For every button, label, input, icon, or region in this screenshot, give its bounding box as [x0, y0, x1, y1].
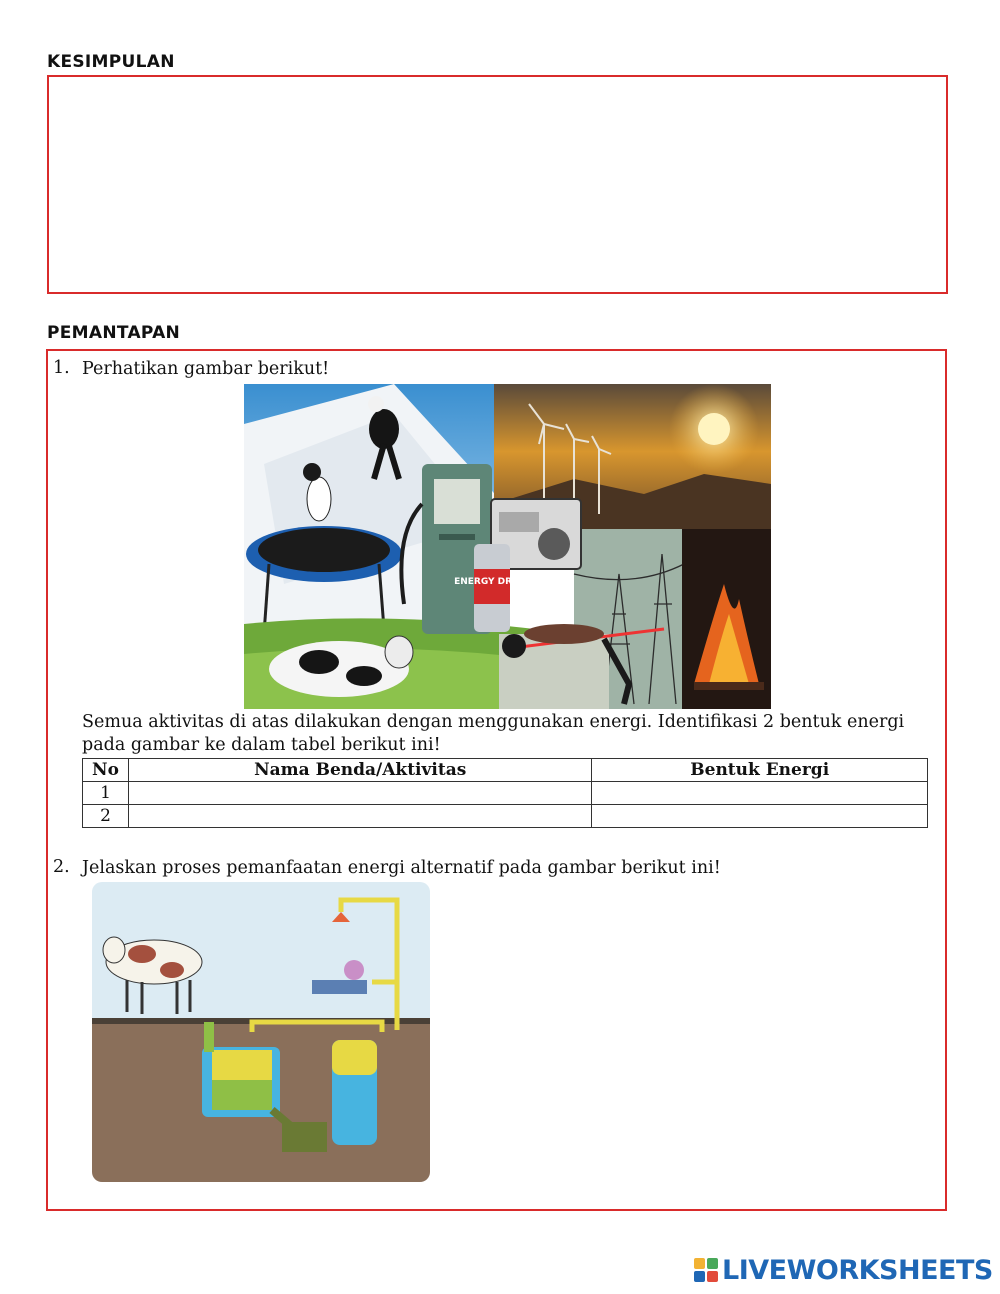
energy-drink-label: ENERGY DRINK [454, 577, 530, 587]
header-bentuk-energi: Bentuk Energi [592, 759, 928, 782]
kesimpulan-answer-box[interactable] [47, 75, 948, 294]
pemantapan-heading: PEMANTAPAN [47, 323, 181, 343]
row-number: 2 [83, 805, 129, 828]
energy-identification-table [82, 758, 928, 828]
energy-collage-image [244, 384, 771, 709]
header-no: No [83, 759, 129, 782]
kesimpulan-heading: KESIMPULAN [47, 52, 175, 72]
liveworksheets-logo [694, 1254, 993, 1286]
question-1-prompt: Perhatikan gambar berikut! [82, 359, 330, 379]
question-2-prompt: Jelaskan proses pemanfaatan energi alternatif pada gambar berikut ini! [82, 858, 721, 878]
nama-benda-input[interactable] [128, 782, 591, 805]
table-row [83, 805, 928, 828]
nama-benda-input[interactable] [128, 805, 591, 828]
question-2-number: 2. [53, 857, 70, 877]
bentuk-energi-input[interactable] [592, 782, 928, 805]
question-1-instruction-line1: Semua aktivitas di atas dilakukan dengan menggunakan energi. Identifikasi 2 bentuk energi [82, 712, 905, 732]
bentuk-energi-input[interactable] [592, 805, 928, 828]
brand-name: LIVEWORKSHEETS [722, 1254, 993, 1286]
biogas-diagram-image [92, 882, 430, 1182]
row-number: 1 [83, 782, 129, 805]
brand-blocks-icon [694, 1258, 718, 1282]
header-nama-benda: Nama Benda/Aktivitas [128, 759, 591, 782]
question-1-number: 1. [53, 358, 70, 378]
table-row [83, 782, 928, 805]
question-1-instruction-line2: pada gambar ke dalam tabel berikut ini! [82, 735, 441, 755]
table-header-row [83, 759, 928, 782]
